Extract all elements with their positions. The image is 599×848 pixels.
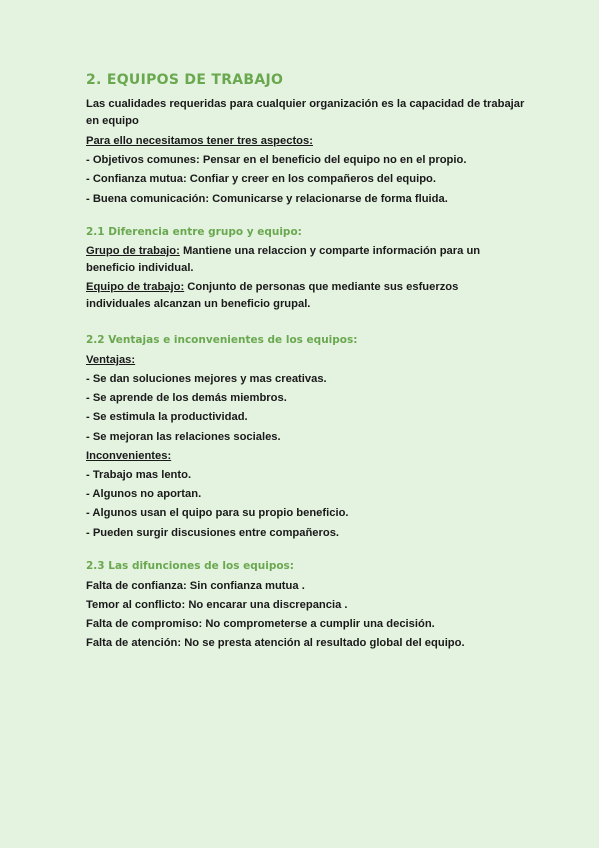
subsection-heading-2-2: 2.2 Ventajas e inconvenientes de los equipos:: [86, 333, 358, 346]
grupo-def: Mantiene una relaccion y comparte información para un beneficio individual.: [86, 244, 481, 274]
ventaja-item: - Se mejoran las relaciones sociales.: [86, 430, 281, 443]
subsection-heading-2-1: 2.1 Diferencia entre grupo y equipo:: [86, 225, 302, 238]
ventaja-item: - Se estimula la productividad.: [86, 411, 248, 424]
subsection-heading-2-3: 2.3 Las difunciones de los equipos:: [86, 559, 295, 572]
ventajas-heading: Ventajas:: [86, 353, 136, 366]
equipo-definition: [86, 279, 526, 313]
dysfunction-item: Temor al conflicto: No encarar una discrepancia .: [86, 599, 348, 612]
section-title: 2. EQUIPOS DE TRABAJO: [86, 72, 284, 88]
aspect-item: - Buena comunicación: Comunicarse y relacionarse de forma fluida.: [86, 192, 448, 205]
ventaja-item: - Se aprende de los demás miembros.: [86, 392, 287, 405]
grupo-term: Grupo de trabajo:: [86, 244, 180, 257]
inconvenientes-heading: Inconvenientes:: [86, 449, 172, 462]
intro-paragraph: Las cualidades requeridas para cualquier organización es la capacidad de trabajar en equipo: [86, 98, 525, 127]
aspect-item: - Confianza mutua: Confiar y creer en los compañeros del equipo.: [86, 173, 436, 186]
dysfunction-item: Falta de atención: No se presta atención al resultado global del equipo.: [86, 637, 465, 650]
aspect-item: - Objetivos comunes: Pensar en el beneficio del equipo no en el propio.: [86, 154, 467, 167]
dysfunction-item: Falta de compromiso: No comprometerse a cumplir una decisión.: [86, 618, 435, 631]
aspects-heading: Para ello necesitamos tener tres aspectos:: [86, 135, 313, 147]
inconveniente-item: - Pueden surgir discusiones entre compañeros.: [86, 526, 340, 539]
grupo-definition: [86, 243, 526, 277]
equipo-term: Equipo de trabajo:: [86, 280, 185, 293]
document-page: [86, 70, 526, 654]
equipo-def: Conjunto de personas que mediante sus esfuerzos individuales alcanzan un beneficio grupal.: [86, 280, 459, 310]
ventaja-item: - Se dan soluciones mejores y mas creativas.: [86, 373, 327, 386]
inconveniente-item: - Trabajo mas lento.: [86, 469, 192, 482]
dysfunction-item: Falta de confianza: Sin confianza mutua .: [86, 579, 305, 592]
inconveniente-item: - Algunos usan el quipo para su propio beneficio.: [86, 507, 349, 520]
inconveniente-item: - Algunos no aportan.: [86, 488, 202, 501]
